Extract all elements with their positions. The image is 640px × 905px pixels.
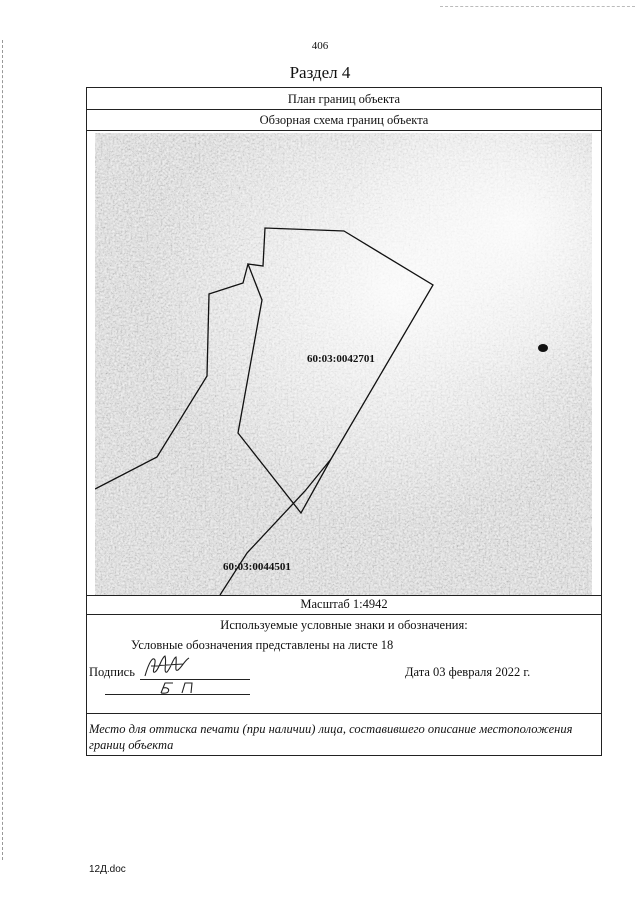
divider bbox=[87, 713, 601, 714]
divider bbox=[87, 109, 601, 110]
document-frame bbox=[86, 87, 602, 756]
overview-map bbox=[95, 133, 592, 595]
page-number: 406 bbox=[311, 40, 329, 52]
signature-date: Дата 03 февраля 2022 г. bbox=[405, 665, 531, 679]
parcel-label: 60:03:0044501 bbox=[223, 561, 291, 573]
plan-title: План границ объекта bbox=[287, 92, 401, 106]
parcel-label: 60:03:0042701 bbox=[307, 353, 375, 365]
overview-title: Обзорная схема границ объекта bbox=[259, 113, 429, 127]
divider bbox=[87, 614, 601, 615]
divider bbox=[87, 130, 601, 131]
map-dark-spot bbox=[538, 344, 548, 352]
handwritten-signature bbox=[143, 652, 193, 680]
signature-label: Подпись bbox=[89, 665, 135, 679]
map-scale: Масштаб 1:4942 bbox=[300, 597, 388, 611]
map-svg bbox=[95, 133, 592, 595]
footer-filename: 12Д.doc bbox=[89, 864, 126, 875]
scan-edge-top bbox=[440, 6, 635, 7]
scan-edge-left bbox=[2, 40, 3, 860]
stamp-note: Место для оттиска печати (при наличии) лица, составившего описание местоположения границ объекта bbox=[89, 722, 573, 753]
divider bbox=[87, 595, 601, 596]
initials-line bbox=[105, 694, 250, 695]
legend-title: Используемые условные знаки и обозначения: bbox=[220, 618, 468, 632]
legend-note: Условные обозначения представлены на листе 18 bbox=[131, 638, 394, 652]
section-title: Раздел 4 bbox=[289, 63, 351, 82]
